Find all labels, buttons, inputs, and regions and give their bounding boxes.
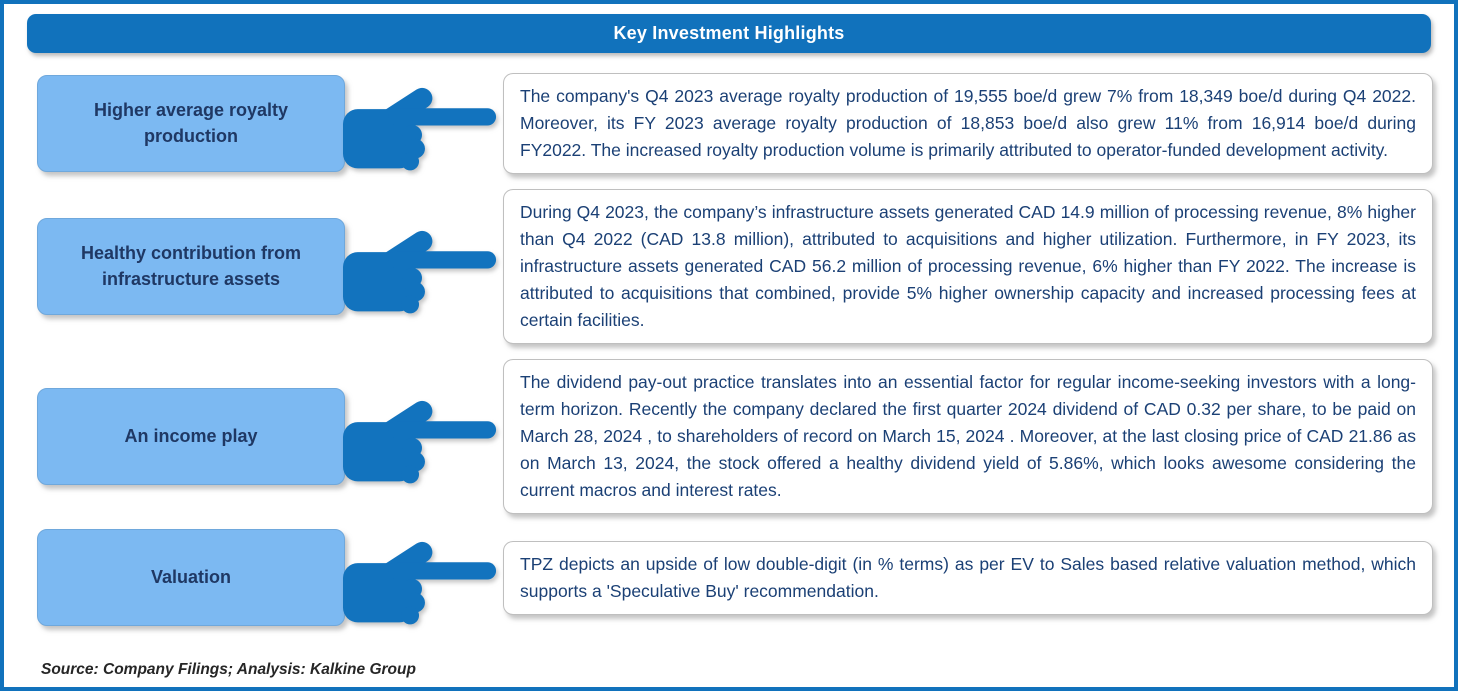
source-note: Source: Company Filings; Analysis: Kalkine Group — [41, 661, 416, 678]
highlight-label: Valuation — [150, 566, 231, 587]
highlight-row-infrastructure — [37, 189, 1433, 344]
highlight-label: Higher average royalty production — [93, 100, 289, 146]
highlight-row-valuation — [37, 529, 1433, 626]
header-bar — [27, 14, 1431, 53]
pointing-hand-icon — [343, 218, 503, 315]
pointing-hand-icon — [343, 529, 503, 626]
highlight-text: The company's Q4 2023 average royalty production of 19,555 boe/d grew 7% from 18,349 boe/d during Q4 2022. Moreover, its FY 2023 average royalty production of 18,853 boe/d also grew 11% from 16,914 boe/d during FY2022. The increased royalty production volume is primarily attributed to operator-funded development activity. — [520, 86, 1416, 160]
highlight-text-box — [503, 541, 1433, 615]
pointing-hand-icon — [343, 388, 503, 485]
pointing-hand-icon — [343, 75, 503, 172]
highlight-label-box — [37, 218, 345, 315]
highlight-text: During Q4 2023, the company’s infrastructure assets generated CAD 14.9 million of processing revenue, 8% higher than Q4 2022 (CAD 13.8 million), attributed to acquisitions and higher utilization. Furthermore, in FY 2023, its infrastructure assets generated CAD 56.2 million of processing revenue, 6% higher than FY 2022. The increase is attributed to acquisitions that combined, provide 5% higher ownership capacity and increased processing fees at certain facilities. — [520, 202, 1416, 330]
highlight-rows — [4, 73, 1454, 626]
highlight-label-box — [37, 388, 345, 485]
highlight-label: Healthy contribution from infrastructure assets — [81, 243, 301, 289]
highlight-row-royalty-production — [37, 73, 1433, 174]
highlight-text: The dividend pay-out practice translates into an essential factor for regular income-seeking investors with a long-term horizon. Recently the company declared the first quarter 2024 dividend of CAD 0.32 per share, to be paid on March 28, 2024 , to shareholders of record on March 15, 2024 . Moreover, at the last closing price of CAD 21.86 as on March 13, 2024, the stock offered a healthy dividend yield of 5.86%, which looks awesome considering the current macros and interest rates. — [520, 372, 1416, 500]
highlight-label-box — [37, 75, 345, 172]
highlight-text-box — [503, 73, 1433, 174]
highlight-text-box — [503, 359, 1433, 514]
highlight-text: TPZ depicts an upside of low double-digit (in % terms) as per EV to Sales based relative valuation method, which supports a 'Speculative Buy' recommendation. — [520, 553, 1416, 601]
highlight-text-box — [503, 189, 1433, 344]
highlight-label: An income play — [124, 425, 258, 446]
page-title: Key Investment Highlights — [613, 23, 845, 43]
highlight-row-income-play — [37, 359, 1433, 514]
highlight-label-box — [37, 529, 345, 626]
